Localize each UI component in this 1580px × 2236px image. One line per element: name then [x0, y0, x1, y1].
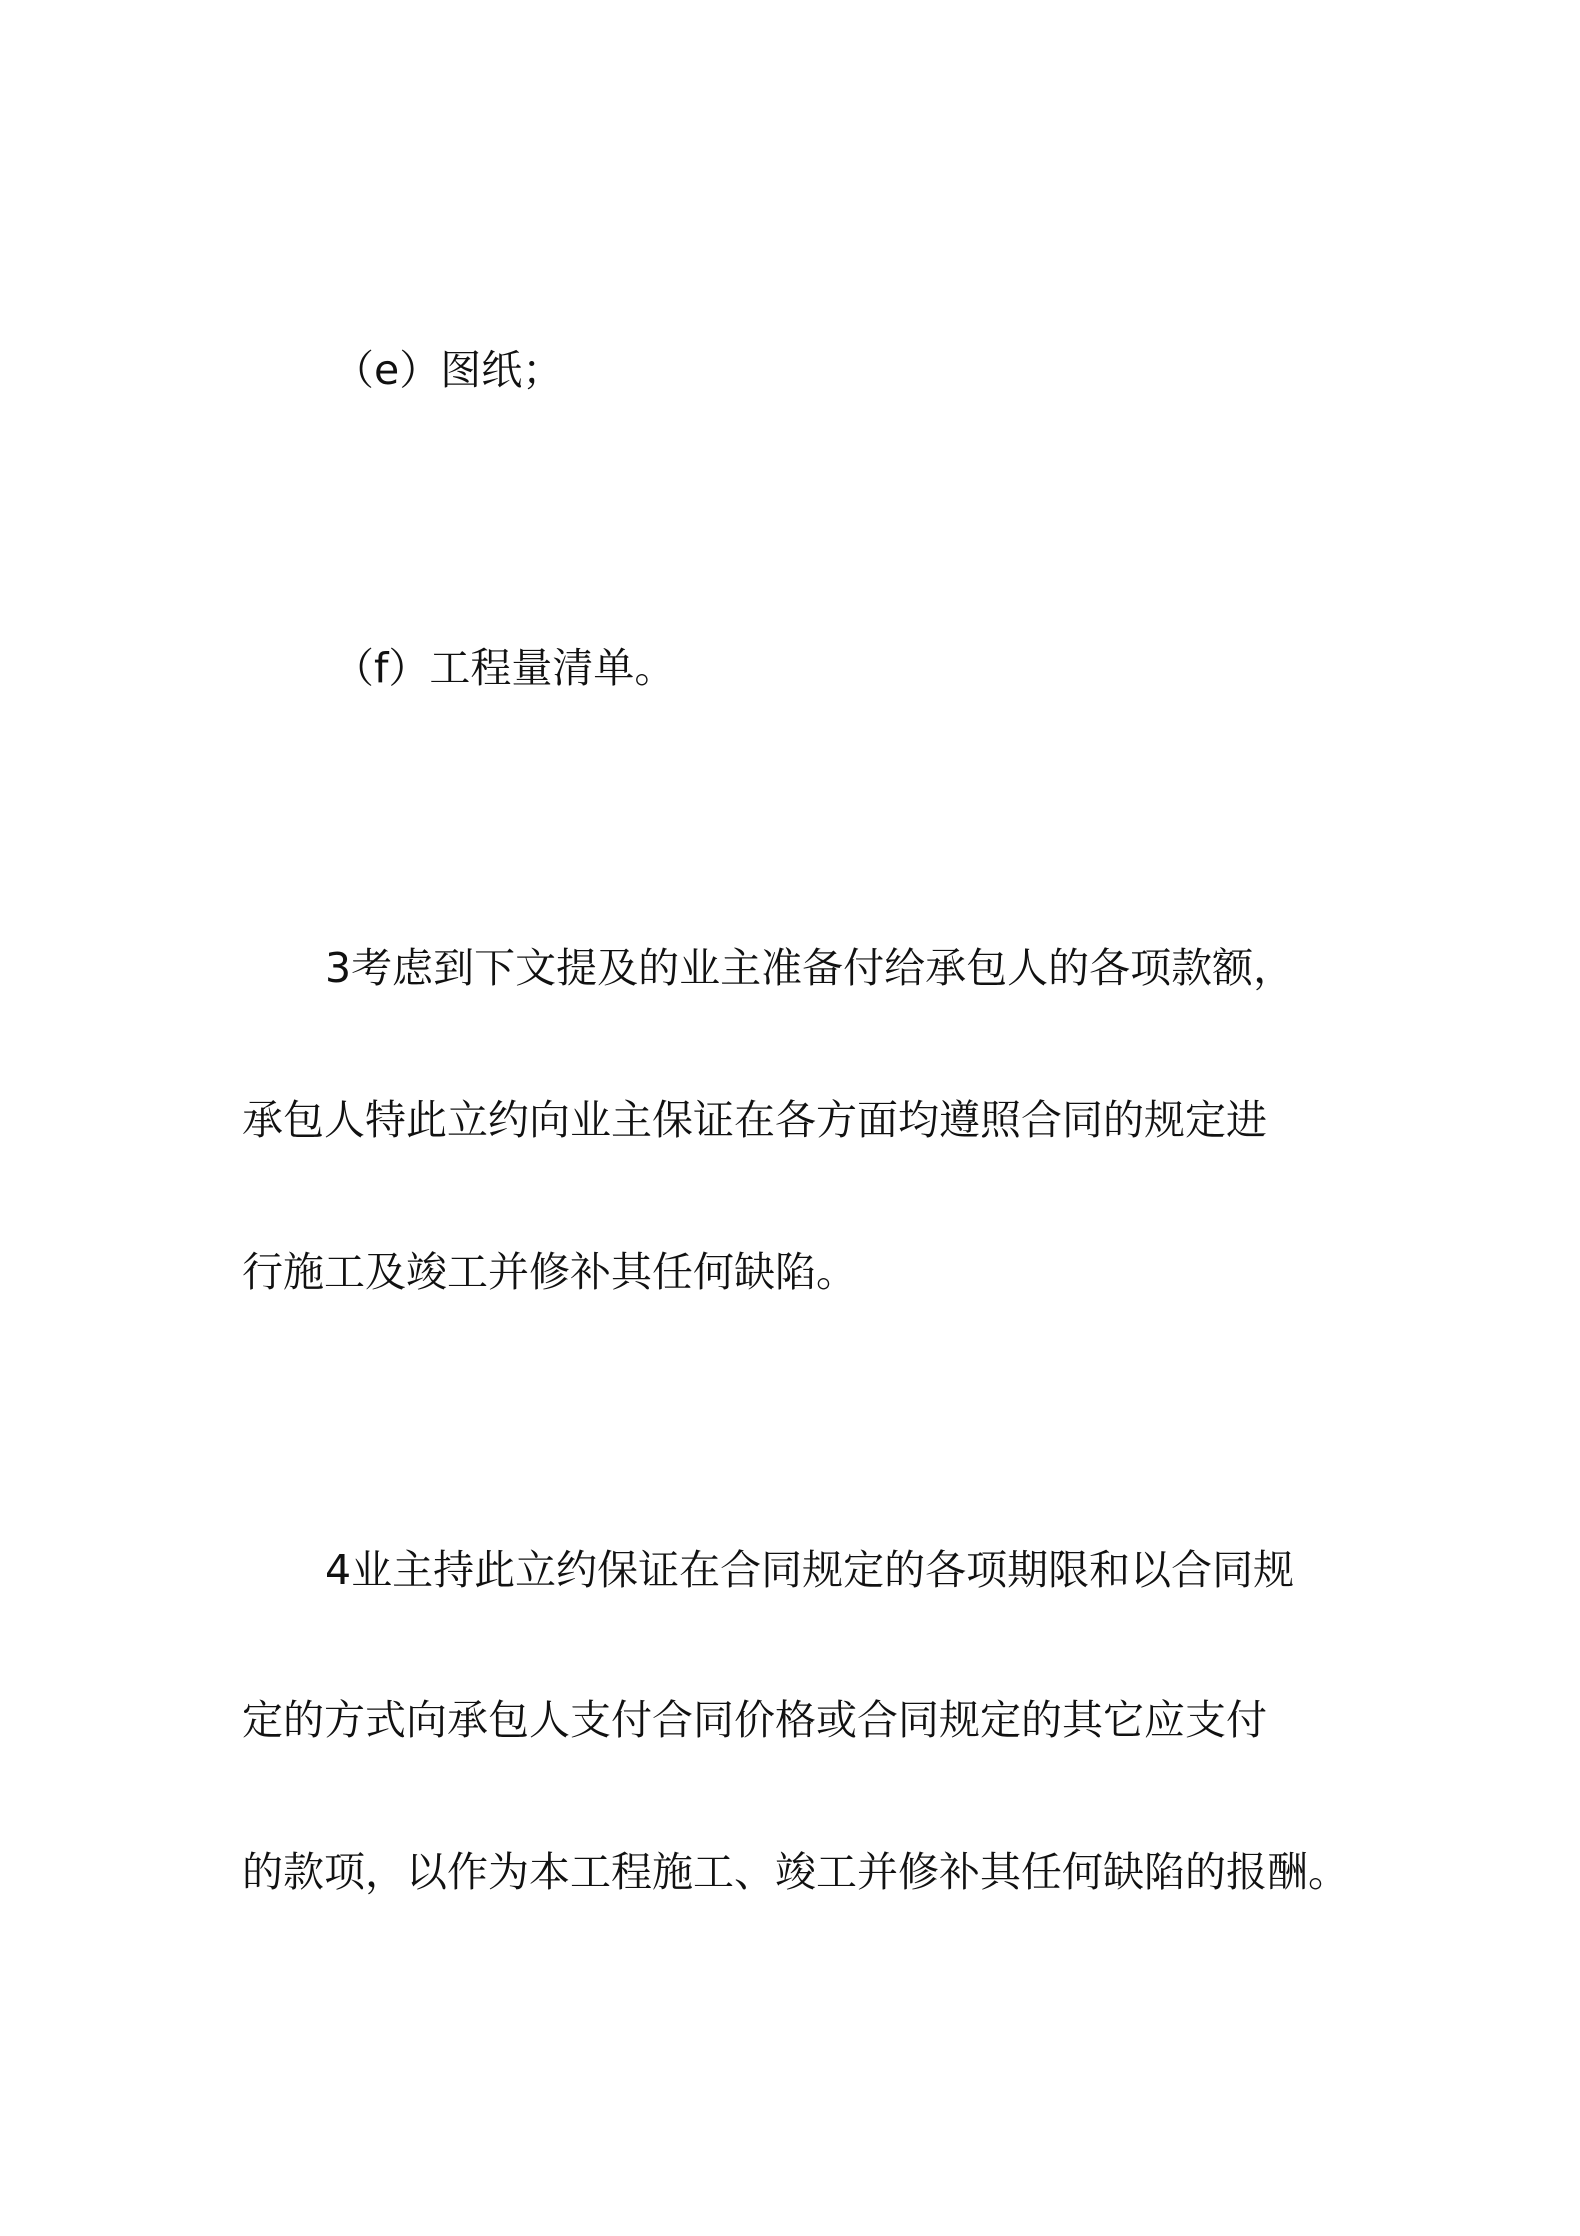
- paragraph-4-line-2: 定的方式向承包人支付合同价格或合同规定的其它应支付: [242, 1696, 1267, 1744]
- paragraph-3-line-2: 承包人特此立约向业主保证在各方面均遵照合同的规定进: [242, 1096, 1267, 1144]
- paragraph-3-line-3: 行施工及竣工并修补其任何缺陷。: [242, 1248, 857, 1296]
- paragraph-4-line-1: 4业主持此立约保证在合同规定的各项期限和以合同规: [325, 1546, 1295, 1594]
- paragraph-3-line-1: 3考虑到下文提及的业主准备付给承包人的各项款额，: [325, 944, 1295, 992]
- list-item-f: （f）工程量清单。: [333, 644, 676, 692]
- list-item-e: （e）图纸；: [333, 346, 564, 394]
- paragraph-4-line-3: 的款项，以作为本工程施工、竣工并修补其任何缺陷的报酬。: [242, 1848, 1349, 1896]
